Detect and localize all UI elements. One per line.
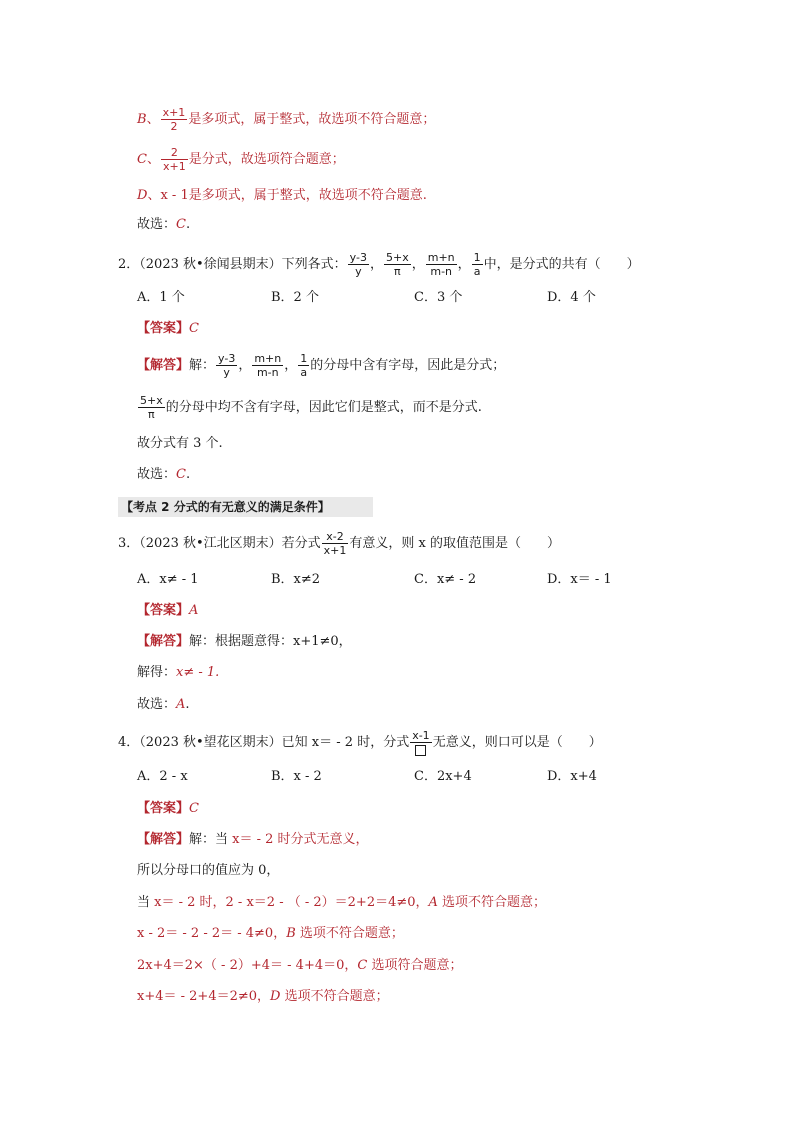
- q4-option-a[interactable]: A．2 - x: [137, 769, 188, 784]
- fraction: [252, 352, 283, 379]
- analysis-label: 【解答】: [137, 358, 190, 373]
- analysis-value: x＝ - 2 时分式无意义，: [232, 832, 369, 847]
- answer-value: C: [189, 321, 199, 336]
- fraction-denominator: π: [394, 265, 401, 278]
- question-number: 4．: [118, 735, 140, 750]
- fraction: [138, 394, 165, 421]
- q3-option-d[interactable]: D．x＝ - 1: [547, 572, 612, 587]
- analysis-value: 选项不符合题意；: [437, 895, 547, 910]
- fraction-denominator: m-n: [256, 366, 279, 379]
- q1-choose: [137, 215, 190, 235]
- fraction-numerator: m+n: [254, 352, 282, 365]
- q1-analysis-c: [137, 146, 345, 173]
- option-label: B: [286, 926, 296, 941]
- comma: ，: [457, 257, 471, 272]
- fraction-denominator: y: [355, 265, 362, 278]
- analysis-text: 是分式，故选项符合题意；: [188, 152, 345, 167]
- analysis-text: 解：当: [189, 832, 233, 847]
- fraction: [472, 251, 483, 278]
- fraction-denominator: x+1: [323, 544, 347, 557]
- comma: ，: [238, 358, 252, 373]
- choose-answer: C: [176, 467, 186, 482]
- analysis-text: 是多项式，属于整式，故选项不符合题意；: [188, 112, 436, 127]
- q3-stem: [118, 530, 560, 557]
- q4-analysis-1: [137, 830, 369, 850]
- q4-analysis-3: [137, 893, 546, 913]
- separator: 、: [146, 112, 160, 127]
- option-label: D: [137, 188, 148, 203]
- choose-answer: C: [176, 217, 186, 232]
- q4-analysis-4: [137, 924, 404, 944]
- analysis-value: x≠ - 1.: [176, 665, 220, 680]
- choose-suffix: .: [185, 217, 191, 232]
- separator: 、: [147, 188, 161, 203]
- fraction-numerator: 5+x: [140, 394, 163, 407]
- comma: ，: [284, 358, 298, 373]
- q4-stem: [118, 729, 602, 756]
- analysis-value: 选项不符合题意；: [280, 989, 389, 1004]
- q3-option-a[interactable]: A．x≠ - 1: [137, 572, 199, 587]
- option-label: B: [137, 112, 147, 127]
- blank-box-icon: [415, 745, 426, 756]
- choose-prefix: 故选：: [137, 467, 177, 482]
- fraction-denominator: m-n: [430, 265, 453, 278]
- fraction: [216, 352, 237, 379]
- choose-answer: A: [176, 697, 186, 712]
- analysis-value: 选项符合题意；: [367, 958, 463, 973]
- choose-prefix: 故选：: [137, 697, 177, 712]
- fraction-numerator: x-1: [412, 729, 430, 742]
- analysis-text: 的分母中均不含有字母，因此它们是整式，而不是分式.: [165, 400, 482, 415]
- comma: ，: [369, 257, 383, 272]
- q4-option-d[interactable]: D．x+4: [547, 769, 597, 784]
- fraction-denominator: a: [300, 366, 308, 379]
- q4-analysis-5: [137, 956, 462, 976]
- answer-value: A: [189, 603, 199, 618]
- fraction: [298, 352, 309, 379]
- separator: 、: [146, 152, 160, 167]
- analysis-value: x＝ - 2 时，2 - x＝2 - （ - 2）＝2+2＝4≠0，: [154, 895, 429, 910]
- analysis-value: 2x+4＝2×（ - 2）+4＝ - 4+4＝0，: [137, 958, 358, 973]
- analysis-text: 解得：: [137, 665, 177, 680]
- fraction-denominator: π: [148, 408, 155, 421]
- q2-stem: [118, 251, 640, 278]
- analysis-label: 【解答】: [137, 832, 190, 847]
- fraction-numerator: y-3: [349, 251, 367, 264]
- question-text: 无意义，则口可以是（ ）: [432, 735, 602, 750]
- analysis-text: x - 1是多项式，属于整式，故选项不符合题意.: [160, 188, 427, 203]
- question-number: 3．: [118, 536, 140, 551]
- q3-analysis-2: [137, 663, 219, 683]
- fraction: [410, 729, 431, 756]
- analysis-value: x - 2＝ - 2 - 2＝ - 4≠0，: [137, 926, 287, 941]
- fraction-denominator: [410, 743, 431, 756]
- comma: ，: [411, 257, 425, 272]
- question-text: （2023 秋•徐闻县期末）下列各式：: [139, 257, 347, 272]
- q3-answer: [137, 601, 198, 621]
- q4-answer: [137, 799, 199, 819]
- q1-analysis-b: [137, 106, 435, 133]
- question-text: （2023 秋•江北区期末）若分式: [139, 536, 321, 551]
- question-text: 中，是分式的共有（ ）: [483, 257, 640, 272]
- q4-analysis-2: 所以分母口的值应为 0，: [137, 863, 280, 878]
- q2-option-c[interactable]: C．3 个: [414, 290, 463, 305]
- fraction: [426, 251, 457, 278]
- fraction-numerator: m+n: [427, 251, 455, 264]
- fraction-numerator: x-2: [322, 530, 349, 544]
- option-label: D: [270, 989, 281, 1004]
- question-text: 有意义，则 x 的取值范围是（ ）: [349, 536, 561, 551]
- fraction-numerator: x+1: [162, 106, 186, 119]
- question-text: （2023 秋•望花区期末）已知 x＝ - 2 时，分式: [139, 735, 410, 750]
- option-label: A: [428, 895, 438, 910]
- fraction-numerator: y-3: [218, 352, 236, 365]
- section-heading: 【考点 2 分式的有无意义的满足条件】: [118, 497, 373, 517]
- choose-suffix: .: [185, 697, 190, 712]
- fraction-numerator: 2: [161, 146, 188, 160]
- option-label: C: [357, 958, 368, 973]
- q2-analysis-1: [137, 352, 505, 379]
- analysis-text: 解：: [189, 358, 216, 373]
- q4-option-b[interactable]: B．x - 2: [271, 769, 322, 784]
- q2-analysis-3: 故分式有 3 个.: [137, 436, 223, 451]
- fraction: [161, 106, 188, 133]
- analysis-label: 【解答】: [137, 634, 190, 649]
- fraction-denominator: x+1: [162, 160, 186, 173]
- fraction: [322, 530, 349, 557]
- q2-option-b[interactable]: B．2 个: [271, 290, 319, 305]
- fraction-numerator: 1: [473, 251, 481, 264]
- fraction-numerator: 1: [300, 352, 308, 365]
- q3-option-b[interactable]: B．x≠2: [271, 572, 321, 587]
- choose-prefix: 故选：: [137, 217, 177, 232]
- q3-option-c[interactable]: C．x≠ - 2: [414, 572, 477, 587]
- analysis-text: 当: [137, 895, 155, 910]
- analysis-value: 选项不符合题意；: [295, 926, 404, 941]
- q3-analysis-1: [137, 632, 352, 652]
- analysis-text: 的分母中含有字母，因此是分式；: [310, 358, 506, 373]
- q2-option-a[interactable]: A．1 个: [137, 290, 185, 305]
- fraction-numerator: 5+x: [385, 251, 409, 264]
- choose-suffix: .: [185, 467, 191, 482]
- fraction: [348, 251, 369, 278]
- q4-option-c[interactable]: C．2x+4: [414, 769, 472, 784]
- option-label: C: [137, 152, 147, 167]
- answer-label: 【答案】: [137, 801, 190, 816]
- answer-label: 【答案】: [137, 603, 190, 618]
- fraction-denominator: a: [473, 265, 481, 278]
- q2-option-d[interactable]: D．4 个: [547, 290, 596, 305]
- q2-analysis-2: [137, 394, 482, 421]
- question-number: 2．: [118, 257, 140, 272]
- analysis-text: 解：根据题意得：x+1≠0，: [189, 634, 352, 649]
- fraction-denominator: y: [223, 366, 230, 379]
- q2-answer: [137, 319, 199, 339]
- q2-choose: [137, 465, 190, 485]
- fraction: [384, 251, 411, 278]
- q3-choose: [137, 695, 190, 715]
- analysis-value: x+4＝ - 2+4＝2≠0，: [137, 989, 271, 1004]
- answer-value: C: [189, 801, 199, 816]
- fraction-denominator: 2: [170, 120, 178, 133]
- fraction: [161, 146, 188, 173]
- q4-analysis-6: [137, 987, 389, 1007]
- q1-analysis-d: [137, 186, 427, 206]
- answer-label: 【答案】: [137, 321, 190, 336]
